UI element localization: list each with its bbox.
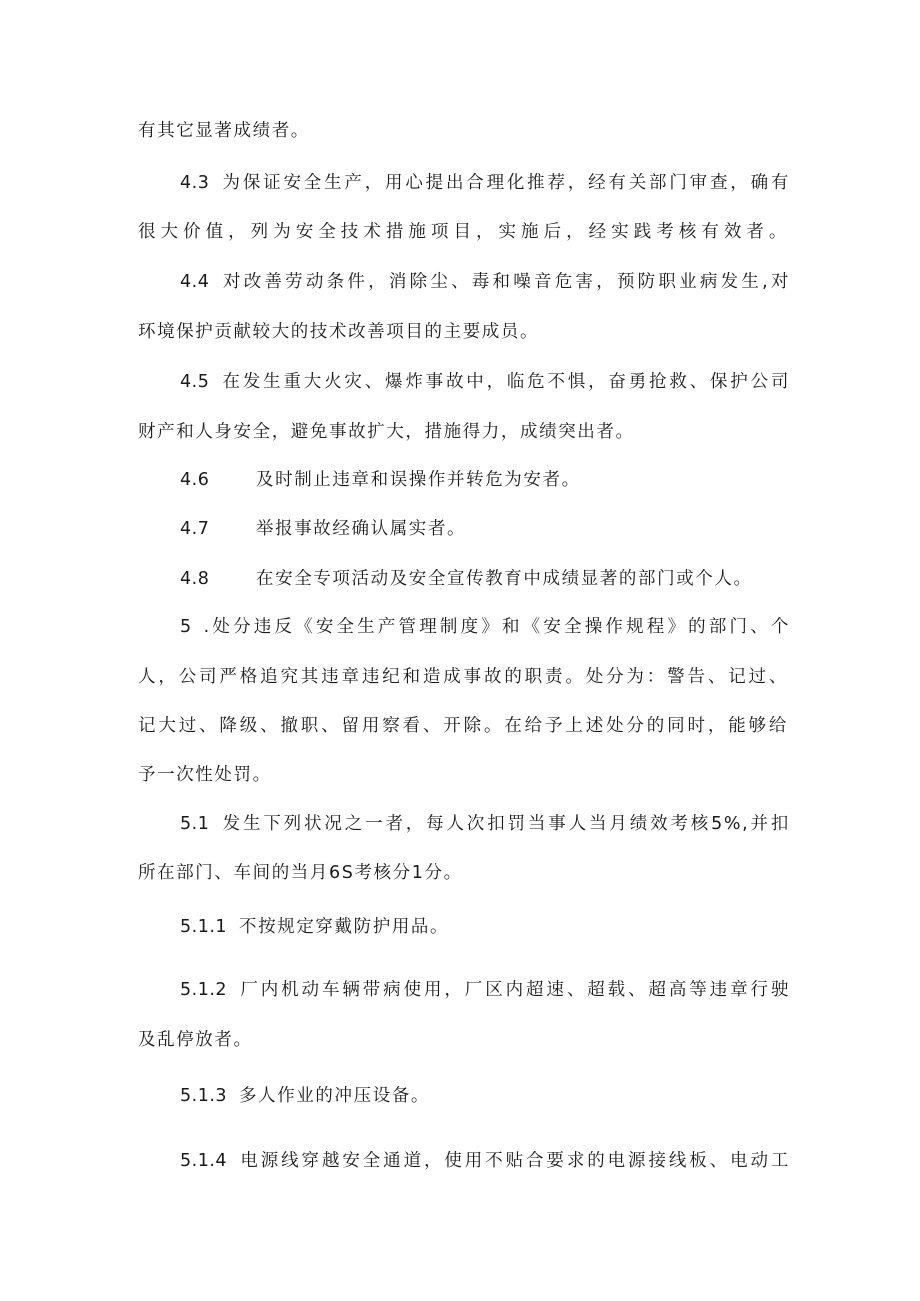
clause-number: 5.1.2 <box>180 980 228 1000</box>
clause-number: 4.6 <box>180 470 210 490</box>
clause-number: 4.4 <box>180 272 210 292</box>
clause-4-8 <box>180 566 790 592</box>
text-line <box>138 319 788 345</box>
clause-number: 4.5 <box>180 372 210 392</box>
clause-4-5 <box>180 369 790 395</box>
section-text: .处分违反《安全生产管理制度》和《安全操作规程》的部门、个 <box>203 617 790 637</box>
text-line <box>138 419 788 445</box>
line-text: 予一次性处罚。 <box>138 765 272 785</box>
clause-4-3 <box>180 170 790 196</box>
clause-4-4 <box>180 269 790 295</box>
clause-4-6 <box>180 467 790 493</box>
text-line <box>138 664 788 690</box>
clause-5-1-3 <box>180 1083 790 1109</box>
line-text: 有其它显著成绩者。 <box>138 121 310 141</box>
clause-text: 为保证安全生产，用心提出合理化推荐，经有关部门审查，确有 <box>221 173 790 193</box>
clause-text: 电源线穿越安全通道，使用不贴合要求的电源接线板、电动工 <box>239 1151 790 1171</box>
line-text: 所在部门、车间的当月6S考核分1分。 <box>138 863 463 883</box>
clause-5-1-2 <box>180 977 790 1003</box>
text-line <box>138 1027 788 1053</box>
clause-5-1-1 <box>180 914 790 940</box>
clause-text: 举报事故经确认属实者。 <box>256 519 467 539</box>
clause-text: 不按规定穿戴防护用品。 <box>239 917 450 937</box>
clause-text: 在安全专项活动及安全宣传教育中成绩显著的部门或个人。 <box>256 569 753 589</box>
line-text: 很大价值，列为安全技术措施项目，实施后，经实践考核有效者。 <box>138 222 788 242</box>
line-text: 及乱停放者。 <box>138 1030 253 1050</box>
clause-5-1-4 <box>180 1148 790 1174</box>
section-number: 5 <box>180 617 192 637</box>
line-text: 环境保护贡献较大的技术改善项目的主要成员。 <box>138 322 540 342</box>
clause-number: 5.1 <box>180 814 210 834</box>
line-text: 财产和人身安全，避免事故扩大，措施得力，成绩突出者。 <box>138 422 635 442</box>
clause-text: 在发生重大火灾、爆炸事故中，临危不惧，奋勇抢救、保护公司 <box>221 372 790 392</box>
text-line <box>138 860 788 886</box>
clause-number: 4.3 <box>180 173 210 193</box>
clause-5-1 <box>180 811 790 837</box>
text-line <box>138 713 788 739</box>
clause-text: 厂内机动车辆带病使用，厂区内超速、超载、超高等违章行驶 <box>239 980 790 1000</box>
clause-number: 5.1.4 <box>180 1151 228 1171</box>
clause-number: 5.1.1 <box>180 917 228 937</box>
clause-number: 5.1.3 <box>180 1086 228 1106</box>
clause-number: 4.7 <box>180 519 210 539</box>
section-5 <box>180 614 790 640</box>
text-line <box>138 219 788 245</box>
clause-text: 多人作业的冲压设备。 <box>239 1086 431 1106</box>
clause-text: 对改善劳动条件，消除尘、毒和噪音危害，预防职业病发生,对 <box>221 272 790 292</box>
line-text: 记大过、降级、撤职、留用察看、开除。在给予上述处分的同时，能够给 <box>138 716 788 736</box>
clause-number: 4.8 <box>180 569 210 589</box>
text-line <box>138 118 788 144</box>
clause-4-7 <box>180 516 790 542</box>
text-line <box>138 762 788 788</box>
clause-text: 及时制止违章和误操作并转危为安者。 <box>256 470 581 490</box>
clause-text: 发生下列状况之一者，每人次扣罚当事人当月绩效考核5%,并扣 <box>221 814 790 834</box>
line-text: 人，公司严格追究其违章违纪和造成事故的职责。处分为：警告、记过、 <box>138 667 788 687</box>
